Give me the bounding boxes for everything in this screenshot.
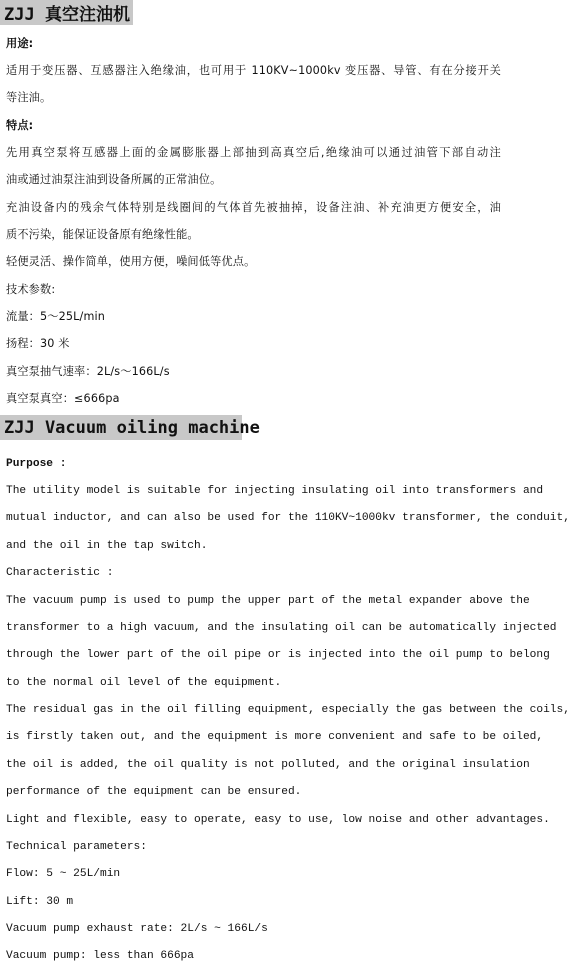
en-characteristic-line-4: to the normal oil level of the equipment.	[6, 677, 282, 689]
en-tech-label: Technical parameters:	[6, 841, 147, 853]
en-purpose-line-2: mutual inductor, and can also be used for the 110KV~1000kv transformer, the conduit,	[6, 512, 570, 524]
en-title: ZJJ Vacuum oiling machine	[0, 415, 242, 440]
cn-features-line-4: 质不污染，能保证设备原有绝缘性能。	[6, 228, 199, 241]
en-characteristic-line-5: The residual gas in the oil filling equipment, especially the gas between the coils,	[6, 704, 570, 716]
cn-features-line-5: 轻便灵活、操作简单，使用方便，噪间低等优点。	[6, 255, 256, 268]
cn-features-line-2: 油或通过油泵注油到设备所属的正常油位。	[6, 173, 222, 186]
en-characteristic-line-8: performance of the equipment can be ensured.	[6, 786, 302, 798]
cn-tech-flow: 流量：5～25L/min	[6, 310, 106, 323]
cn-tech-label: 技术参数:	[6, 283, 56, 296]
cn-title: ZJJ 真空注油机	[0, 0, 133, 25]
cn-features-label: 特点:	[6, 119, 34, 132]
cn-purpose-label: 用途:	[6, 37, 34, 50]
en-characteristic-line-3: through the lower part of the oil pipe or is injected into the oil pump to belong	[6, 649, 550, 661]
en-tech-rate: Vacuum pump exhaust rate: 2L/s ~ 166L/s	[6, 923, 268, 935]
en-tech-lift: Lift: 30 m	[6, 896, 74, 908]
cn-tech-rate: 真空泵抽气速率：2L/s～166L/s	[6, 365, 170, 378]
cn-tech-lift: 扬程：30 米	[6, 337, 70, 350]
en-characteristic-label: Characteristic :	[6, 567, 114, 579]
cn-tech-vacuum: 真空泵真空：≤666pa	[6, 392, 120, 405]
cn-features-line-1: 先用真空泵将互感器上面的金属膨胀器上部抽到高真空后,绝缘油可以通过油管下部自动注	[6, 146, 501, 159]
en-characteristic-line-6: is firstly taken out, and the equipment is more convenient and safe to be oiled,	[6, 731, 544, 743]
cn-purpose-line-1: 适用于变压器、互感器注入绝缘油，也可用于 110KV~1000kv 变压器、导管、有在分接开关	[6, 64, 501, 77]
cn-purpose-line-2: 等注油。	[6, 91, 52, 104]
en-characteristic-line-1: The vacuum pump is used to pump the upper part of the metal expander above the	[6, 595, 530, 607]
en-characteristic-line-2: transformer to a high vacuum, and the insulating oil can be automatically injected	[6, 622, 557, 634]
en-purpose-label: Purpose :	[6, 458, 67, 470]
en-characteristic-line-9: Light and flexible, easy to operate, easy to use, low noise and other advantages.	[6, 814, 550, 826]
en-purpose-line-1: The utility model is suitable for injecting insulating oil into transformers and	[6, 485, 544, 497]
en-tech-vacuum: Vacuum pump: less than 666pa	[6, 950, 194, 962]
en-characteristic-line-7: the oil is added, the oil quality is not polluted, and the original insulation	[6, 759, 530, 771]
en-tech-flow: Flow: 5 ~ 25L/min	[6, 868, 121, 880]
en-purpose-line-3: and the oil in the tap switch.	[6, 540, 208, 552]
cn-features-line-3: 充油设备内的残余气体特别是线圈间的气体首先被抽掉，设备注油、补充油更方便安全，油	[6, 201, 501, 214]
